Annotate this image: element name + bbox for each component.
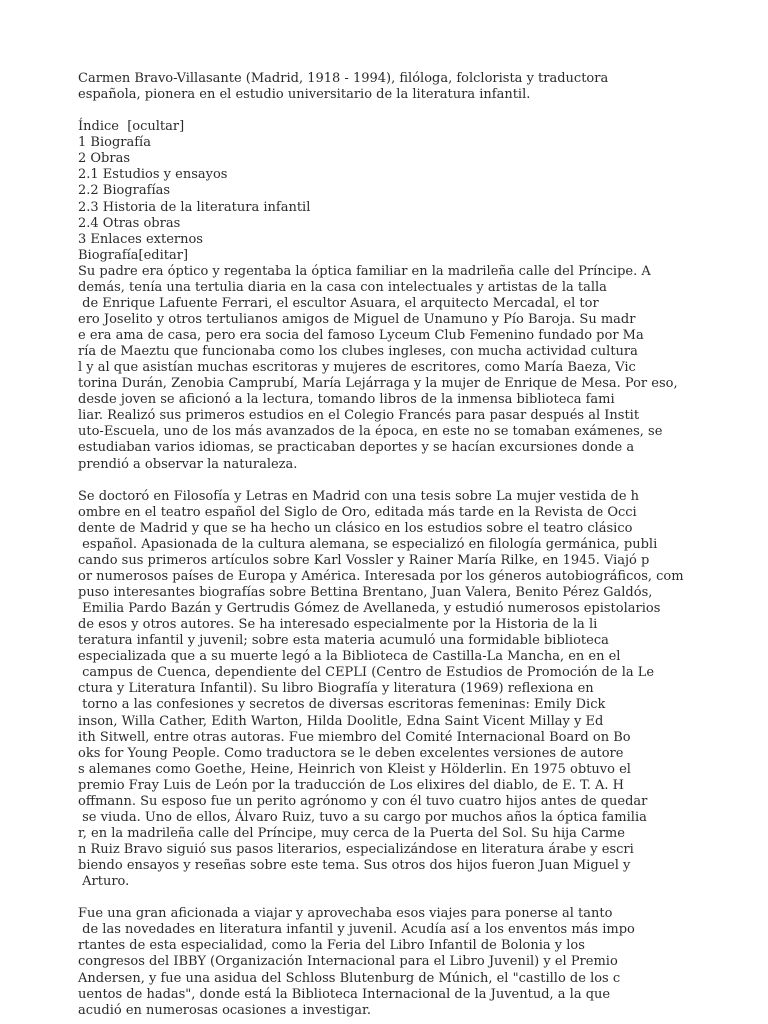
toc-item-estudios[interactable]: 2.1 Estudios y ensayos bbox=[78, 167, 228, 183]
toc-header[interactable]: Índice [ocultar] bbox=[78, 119, 185, 135]
paragraph-biografia-1: Su padre era óptico y regentaba la óptica familiar en la madrileña calle del Príncipe. A demás, tenía una tertulia diaria en la casa con intelectuales y artistas de la talla de Enrique Lafuente Ferrari, el escultor Asuara, el arquitecto Mercadal, el tor ero Joselito y otros tertulianos amigos de Miguel de Unamuno y Pío Baroja. Su madr e era ama de casa, pero era socia del famoso Lyceum Club Femenino fundado por Ma ría de Maeztu que funcionaba como los clubes ingleses, con mucha actividad cultura l y al que asistían muchas escritoras y mujeres de escritores, como María Baeza, Vic torina Durán, Zenobia Camprubí, María Lejárraga y la mujer de Enrique de Mesa. Por eso, desde joven se aficionó a la lectura, tomando libros de la inmensa biblioteca fami liar. Realizó sus primeros estudios en el Colegio Francés para pasar después al Instit uto-Escuela, uno de los más avanzados de la época, en este no se tomaban exámenes, se estudiaban varios idiomas, se practicaban deportes y se hacían excursiones donde a prendió a observar la naturaleza. bbox=[78, 263, 678, 472]
section-heading-biografia: Biografía[editar] bbox=[78, 247, 189, 263]
toc-item-biografia[interactable]: 1 Biografía bbox=[78, 135, 151, 151]
toc-item-biografias[interactable]: 2.2 Biografías bbox=[78, 183, 171, 199]
toc-item-obras[interactable]: 2 Obras bbox=[78, 151, 131, 167]
toc-item-enlaces[interactable]: 3 Enlaces externos bbox=[78, 231, 203, 247]
paragraph-biografia-2: Se doctoró en Filosofía y Letras en Madrid con una tesis sobre La mujer vestida de h ombre en el teatro español del Siglo de Oro, editada más tarde en la Revista de Occi dente de Madrid y que se ha hecho un clásico en los estudios sobre el teatro clásico español. Apasionada de la cultura alemana, se especializó en filología germánica, publi cando sus primeros artículos sobre Karl Vossler y Rainer María Rilke, en 1945. Viajó p or numerosos países de Europa y América. Interesada por los géneros autobiográficos, com puso interesantes biografías sobre Bettina Brentano, Juan Valera, Benito Pérez Galdós, Emilia Pardo Bazán y Gertrudis Gómez de Avellaneda, y estudió numerosos epistolarios de esos y otros autores. Se ha interesado especialmente por la Historia de la li teratura infantil y juvenil; sobre esta materia acumuló una formidable biblioteca especializada que a su muerte legó a la Biblioteca de Castilla-La Mancha, en en el campus de Cuenca, dependiente del CEPLI (Centro de Estudios de Promoción de la Le ctura y Literatura Infantil). Su libro Biografía y literatura (1969) reflexiona en torno a las confesiones y secretos de diversas escritoras femeninas: Emily Dick inson, Willa Cather, Edith Warton, Hilda Doolitle, Edna Saint Vicent Millay y Ed ith Sitwell, entre otras autoras. Fue miembro del Comité Internacional Board on Bo oks for Young People. Como traductora se le deben excelentes versiones de autore s alemanes como Goethe, Heine, Heinrich von Kleist y Hölderlin. En 1975 obtuvo el premio Fray Luis de León por la traducción de Los elixires del diablo, de E. T. A. H offmann. Su esposo fue un perito agrónomo y con él tuvo cuatro hijos antes de quedar se viuda. Uno de ellos, Álvaro Ruiz, tuvo a su cargo por muchos años la óptica familia r, en la madrileña calle del Príncipe, muy cerca de la Puerta del Sol. Su hija Carme n Ruiz Bravo siguió sus pasos literarios, especializándose en literatura árabe y escri biendo ensayos y reseñas sobre este tema. Sus otros dos hijos fueron Juan Miguel y Arturo. bbox=[78, 488, 684, 890]
intro-paragraph: Carmen Bravo-Villasante (Madrid, 1918 - 1994), filóloga, folclorista y traductora española, pionera en el estudio universitario de la literatura infantil. bbox=[78, 71, 609, 103]
paragraph-biografia-3: Fue una gran aficionada a viajar y aprovechaba esos viajes para ponerse al tanto de las novedades en literatura infantil y juvenil. Acudía así a los enventos más impo rtantes de esta especialidad, como la Feria del Libro Infantil de Bolonia y los congresos del IBBY (Organización Internacional para el Libro Juvenil) y el Premio Andersen, y fue una asidua del Schloss Blutenburg de Múnich, el "castillo de los c uentos de hadas", donde está la Biblioteca Internacional de la Juventud, a la que acudió en numerosas ocasiones a investigar. bbox=[78, 906, 635, 1018]
document-text bbox=[78, 71, 768, 1019]
toc-item-otras-obras[interactable]: 2.4 Otras obras bbox=[78, 215, 181, 231]
toc-item-historia[interactable]: 2.3 Historia de la literatura infantil bbox=[78, 199, 311, 215]
